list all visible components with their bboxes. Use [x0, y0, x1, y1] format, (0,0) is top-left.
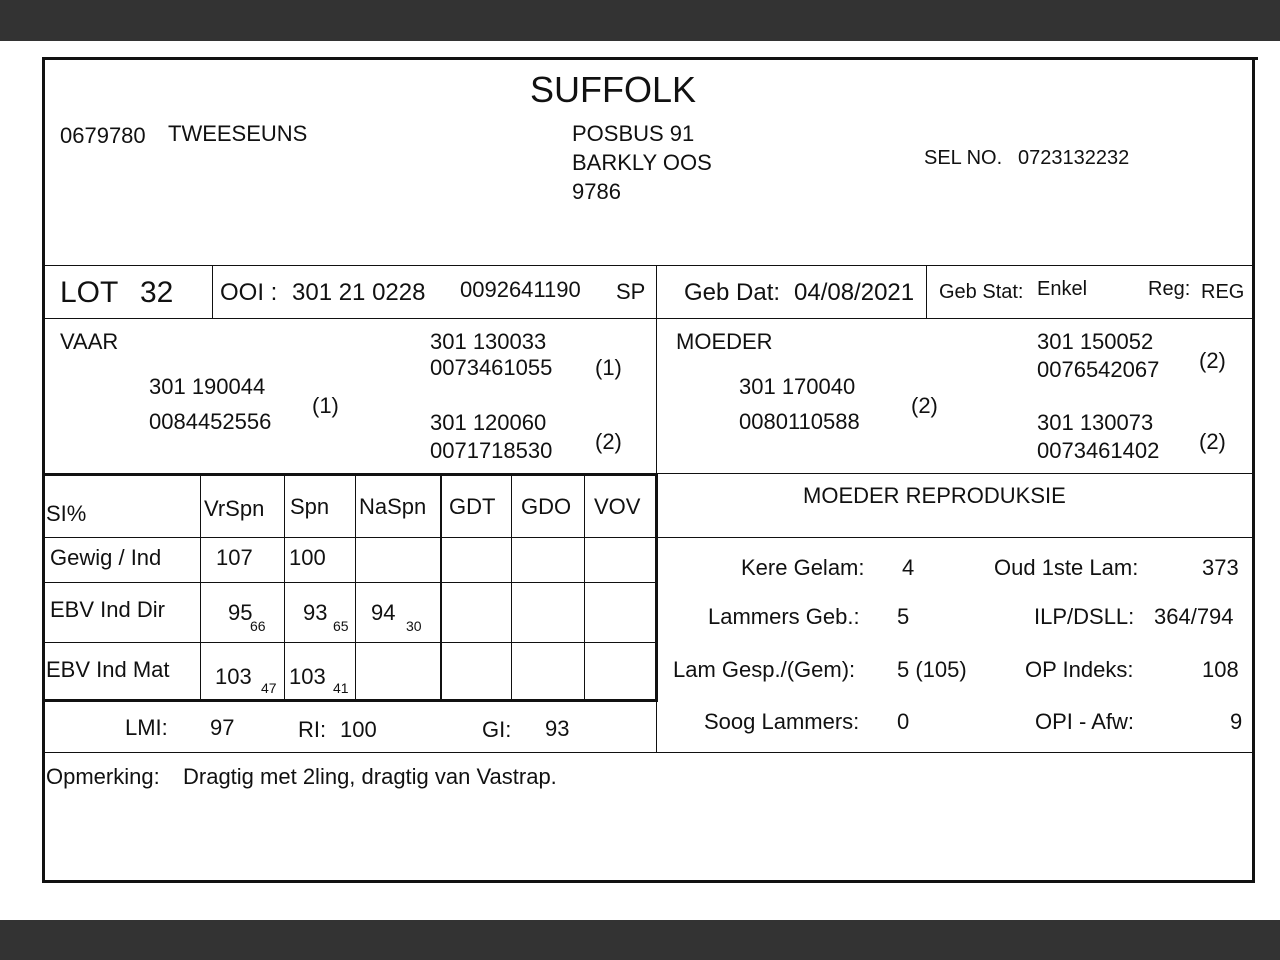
divider-lot-top — [44, 265, 1254, 266]
opi-afw-value: 9 — [1230, 709, 1243, 734]
frame-left — [42, 57, 45, 883]
dam-sire-reg: 0076542067 — [1037, 357, 1160, 382]
ewe-code: SP — [616, 279, 646, 304]
remark-label: Opmerking: — [46, 764, 160, 789]
phone-number: 0723132232 — [1018, 147, 1130, 169]
lmi-value: 97 — [210, 715, 235, 740]
si-col-3 — [355, 475, 356, 700]
si-col-1 — [200, 475, 201, 700]
si-cell-spn-sub: 65 — [333, 618, 349, 634]
oud-lam-label: Oud 1ste Lam: — [994, 555, 1139, 580]
lmi-label: LMI: — [125, 715, 168, 740]
si-table-right — [655, 473, 658, 702]
op-indeks-label: OP Indeks: — [1025, 657, 1134, 682]
lammers-geb-value: 5 — [897, 604, 910, 629]
divider-lot-v1 — [212, 265, 213, 319]
kere-gelam-value: 4 — [902, 555, 915, 580]
dam-dam-id: 301 130073 — [1037, 410, 1154, 435]
si-header-gdo: GDO — [521, 494, 572, 519]
sire-dam-reg: 0071718530 — [430, 438, 553, 463]
lot-card — [0, 41, 1280, 920]
dam-dam-reg: 0073461402 — [1037, 438, 1160, 463]
owner-name: TWEESEUNS — [168, 121, 308, 146]
dam-reg: 0080110588 — [739, 409, 860, 434]
si-cell-vrspn: 107 — [216, 545, 253, 570]
lot-label: LOT — [60, 276, 119, 309]
si-table-mid — [440, 473, 442, 702]
lot-number: 32 — [140, 276, 174, 309]
address-line3: 9786 — [572, 179, 621, 204]
sire-label: VAAR — [60, 329, 119, 354]
sire-grade: (1) — [312, 393, 339, 418]
si-header-gdt: GDT — [449, 494, 496, 519]
divider-lot-bottom — [44, 318, 1254, 319]
ewe-reg: 0092641190 — [460, 277, 581, 302]
ewe-label: OOI : — [220, 279, 278, 306]
si-cell-vrspn-sub: 66 — [250, 618, 266, 634]
si-header-spn: Spn — [290, 494, 330, 519]
si-cell-spn: 103 — [289, 664, 326, 689]
lam-gesp-label: Lam Gesp./(Gem): — [673, 657, 856, 682]
gi-value: 93 — [545, 716, 570, 741]
birth-status-label: Geb Stat: — [939, 281, 1024, 303]
si-cell-spn-sub: 41 — [333, 680, 349, 696]
si-cell-naspn: 94 — [371, 600, 396, 625]
dam-label: MOEDER — [676, 329, 773, 354]
owner-id: 0679780 — [60, 123, 146, 148]
dam-grade: (2) — [911, 393, 938, 418]
si-header-vov: VOV — [594, 494, 641, 519]
divider-lot-v3 — [926, 265, 927, 319]
si-cell-spn: 100 — [289, 545, 326, 570]
si-col-2 — [284, 475, 285, 700]
lam-gesp-value: 5 (105) — [897, 657, 967, 682]
ilp-value: 364/794 — [1154, 604, 1234, 629]
si-cell-vrspn: 95 — [228, 600, 253, 625]
sire-sire-reg: 0073461055 — [430, 355, 553, 380]
sire-sire-id: 301 130033 — [430, 329, 547, 354]
ilp-label: ILP/DSLL: — [1034, 604, 1135, 629]
si-header-naspn: NaSpn — [359, 494, 427, 519]
phone-label: SEL NO. — [924, 147, 1003, 169]
bottom-dark-bar — [0, 920, 1280, 960]
sire-dam-id: 301 120060 — [430, 410, 547, 435]
si-row-1 — [44, 537, 1254, 538]
dam-id: 301 170040 — [739, 374, 856, 399]
si-cell-vrspn-sub: 47 — [261, 680, 277, 696]
si-table-top — [44, 473, 658, 476]
address-line2: BARKLY OOS — [572, 150, 712, 175]
dam-dam-grade: (2) — [1199, 429, 1226, 454]
ri-label: RI: — [298, 717, 327, 742]
si-table-bottom — [44, 699, 658, 702]
si-header-vrspn: VrSpn — [204, 496, 265, 521]
si-col-6 — [584, 475, 585, 700]
reg-value: REG — [1201, 281, 1245, 303]
sire-reg: 0084452556 — [149, 409, 272, 434]
si-cell-spn: 93 — [303, 600, 328, 625]
op-indeks-value: 108 — [1202, 657, 1239, 682]
reproduction-title: MOEDER REPRODUKSIE — [803, 483, 1066, 508]
si-row-label: EBV Ind Dir — [50, 597, 165, 622]
top-dark-bar — [0, 0, 1280, 41]
sire-dam-grade: (2) — [595, 429, 622, 454]
frame-right — [1252, 57, 1255, 883]
address-line1: POSBUS 91 — [572, 121, 695, 146]
dam-sire-id: 301 150052 — [1037, 329, 1154, 354]
si-row-3 — [44, 642, 656, 643]
birth-date-label: Geb Dat: — [684, 279, 781, 306]
divider-remark — [44, 752, 1254, 753]
si-col-5 — [511, 475, 512, 700]
sire-sire-grade: (1) — [595, 355, 622, 380]
remark-text: Dragtig met 2ling, dragtig van Vastrap. — [183, 764, 557, 789]
frame-bottom — [42, 880, 1255, 883]
opi-afw-label: OPI - Afw: — [1035, 709, 1135, 734]
frame-top — [42, 57, 1258, 60]
reg-label: Reg: — [1148, 278, 1191, 300]
reproduction-top — [656, 473, 1254, 474]
soog-label: Soog Lammers: — [704, 709, 860, 734]
lammers-geb-label: Lammers Geb.: — [708, 604, 860, 629]
si-row-2 — [44, 582, 656, 583]
oud-lam-value: 373 — [1202, 555, 1239, 580]
si-cell-vrspn: 103 — [215, 664, 252, 689]
sire-id: 301 190044 — [149, 374, 266, 399]
si-row-label: Gewig / Ind — [50, 545, 162, 570]
gi-label: GI: — [482, 717, 512, 742]
si-header-label: SI% — [46, 501, 87, 526]
si-row-label: EBV Ind Mat — [46, 657, 170, 682]
breed-title: SUFFOLK — [530, 69, 697, 110]
birth-status-value: Enkel — [1037, 278, 1088, 300]
divider-lot-v2 — [656, 265, 657, 319]
kere-gelam-label: Kere Gelam: — [741, 555, 865, 580]
dam-sire-grade: (2) — [1199, 348, 1226, 373]
ewe-id: 301 21 0228 — [292, 279, 426, 306]
ri-value: 100 — [340, 717, 377, 742]
soog-value: 0 — [897, 709, 910, 734]
birth-date-value: 04/08/2021 — [794, 279, 915, 306]
si-cell-naspn-sub: 30 — [406, 618, 422, 634]
